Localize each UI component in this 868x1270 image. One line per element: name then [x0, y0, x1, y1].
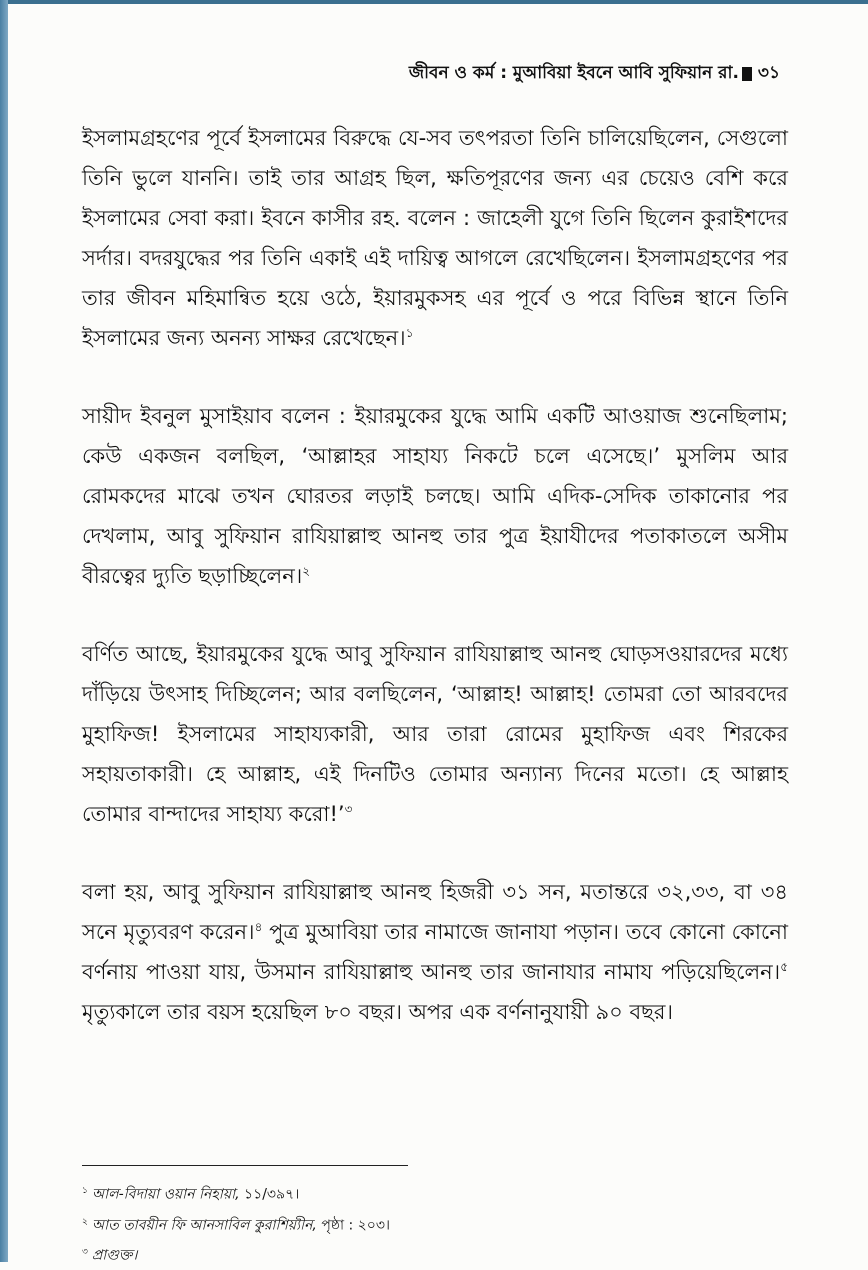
page-number: ৩১	[757, 63, 780, 83]
footnote-ref[interactable]: ১	[405, 326, 414, 340]
page-top-edge	[0, 0, 868, 4]
header-title: জীবন ও কর্ম : মুআবিয়া ইবনে আবি সুফিয়ান রা.	[408, 63, 739, 83]
footnote-ref[interactable]: ৪	[254, 920, 263, 934]
footnote-item: $^১$ আল-বিদায়া ওয়ান নিহায়া, ১১/৩৯৭।	[82, 1186, 300, 1203]
footnote-ref[interactable]: ৩	[344, 802, 353, 816]
footnotes	[82, 1178, 788, 1270]
footnote-ref[interactable]: ৫	[780, 960, 788, 974]
running-header	[409, 60, 780, 88]
page-spine-edge	[0, 0, 8, 1262]
footnote-item: $^২$ আত তাবয়ীন ফি আনসাবিল কুরাশিয়্যীন, পৃষ্ঠা : ২০৩।	[82, 1216, 390, 1234]
footnote-ref[interactable]: ২	[302, 564, 311, 578]
footnote-divider	[82, 1165, 408, 1166]
paragraph: বলা হয়, আবু সুফিয়ান রাযিয়াল্লাহু আনহু হিজরী ৩১ সন, মতান্তরে ৩২,৩৩, বা ৩৪ সনে মৃত্যুবরণ করেন।$^৪$ পুত্র মুআবিয়া তার নামাজে জানাযা পড়ান। তবে কোনো কোনো বর্ণনায় পাওয়া যায়, উসমান রাযিয়াল্লাহু আনহু তার জানাযার নামায পড়িয়েছিলেন।$^৫$ মৃত্যুকালে তার বয়স হয়েছিল ৮০ বছর। অপর এক বর্ণনানুযায়ী ৯০ বছর।	[82, 880, 788, 1024]
main-text	[82, 118, 788, 1070]
paragraph: বর্ণিত আছে, ইয়ারমুকের যুদ্ধে আবু সুফিয়ান রাযিয়াল্লাহু আনহু ঘোড়সওয়ারদের মধ্যে দাঁড়িয়ে উৎসাহ দিচ্ছিলেন; আর বলছিলেন, ‘আল্লাহ! আল্লাহ! তোমরা তো আরবদের মুহাফিজ! ইসলামের সাহায্যকারী, আর তারা রোমের মুহাফিজ এবং শিরকের সহায়তাকারী। হে আল্লাহ, এই দিনটিও তোমার অন্যান্য দিনের মতো। হে আল্লাহ তোমার বান্দাদের সাহায্য করো!’$^৩$	[82, 642, 788, 826]
paragraph: ইসলামগ্রহণের পূর্বে ইসলামের বিরুদ্ধে যে-সব তৎপরতা তিনি চালিয়েছিলেন, সেগুলো তিনি ভুলে যাননি। তাই তার আগ্রহ ছিল, ক্ষতিপূরণের জন্য এর চেয়েও বেশি করে ইসলামের সেবা করা। ইবনে কাসীর রহ. বলেন : জাহেলী যুগে তিনি ছিলেন কুরাইশদের সর্দার। বদরযুদ্ধের পর তিনি একাই এই দায়িত্ব আগলে রেখেছিলেন। ইসলামগ্রহণের পর তার জীবন মহিমান্বিত হয়ে ওঠে, ইয়ারমুকসহ এর পূর্বে ও পরে বিভিন্ন স্থানে তিনি ইসলামের জন্য অনন্য সাক্ষর রেখেছেন।$^১$	[82, 126, 788, 350]
paragraph: সায়ীদ ইবনুল মুসাইয়াব বলেন : ইয়ারমুকের যুদ্ধে আমি একটি আওয়াজ শুনেছিলাম; কেউ একজন বলছিল, ‘আল্লাহর সাহায্য নিকটে চলে এসেছে।’ মুসলিম আর রোমকদের মাঝে তখন ঘোরতর লড়াই চলছে। আমি এদিক-সেদিক তাকানোর পর দেখলাম, আবু সুফিয়ান রাযিয়াল্লাহু আনহু তার পুত্র ইয়াযীদের পতাকাতলে অসীম বীরত্বের দ্যুতি ছড়াচ্ছিলেন।$^২$	[82, 404, 788, 588]
footnote-item: $^৩$ প্রাগুক্ত।	[82, 1247, 138, 1264]
header-separator-block	[742, 67, 752, 81]
